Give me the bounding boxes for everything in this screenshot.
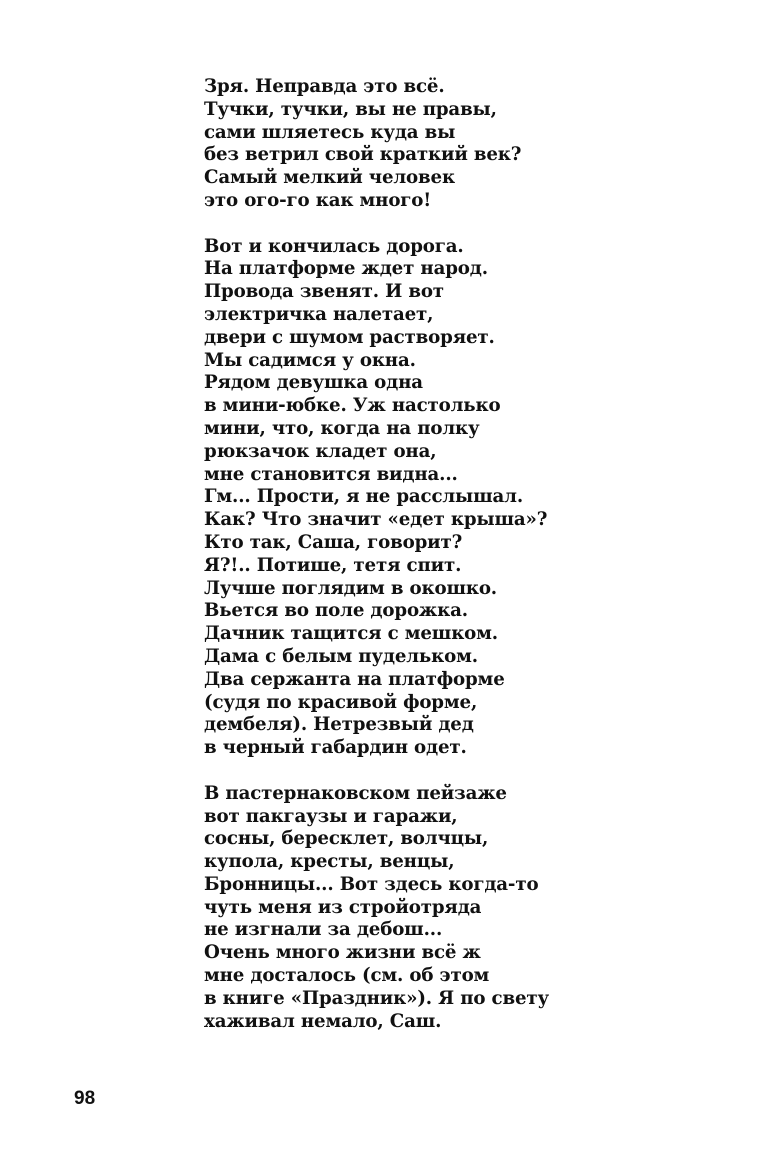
poem-line: Я?!.. Потише, тетя спит. — [204, 554, 462, 576]
poem-line: Тучки, тучки, вы не правы, — [204, 98, 497, 120]
poem-line: Бронницы... Вот здесь когда-то — [204, 873, 539, 895]
poem-line: Дачник тащится с мешком. — [204, 623, 498, 645]
poem-line: Очень много жизни всё ж — [204, 942, 481, 964]
poem-line: не изгнали за дебош... — [204, 919, 443, 941]
poem-line: Самый мелкий человек — [204, 167, 455, 189]
poem-line: сами шляетесь куда вы — [204, 121, 456, 143]
poem-line: мини, что, когда на полку — [204, 417, 480, 439]
poem-line: Лучше поглядим в окошко. — [204, 577, 497, 599]
stanza — [204, 76, 744, 213]
poem-line: чуть меня из стройотряда — [204, 896, 482, 918]
page-number: 98 — [74, 1088, 96, 1109]
poem-line: Мы садимся у окна. — [204, 349, 416, 371]
poem-line: мне становится видна... — [204, 463, 458, 485]
poem-line: без ветрил свой краткий век? — [204, 144, 522, 166]
stanza — [204, 783, 744, 1034]
poem-line: купола, кресты, венцы, — [204, 851, 455, 873]
poem-line: сосны, бересклет, волчцы, — [204, 828, 489, 850]
poem-line: дембеля). Нетрезвый дед — [204, 714, 474, 736]
poem-line: Вьется во поле дорожка. — [204, 600, 468, 622]
poem-line: (судя по красивой форме, — [204, 691, 478, 713]
poem-line: Рядом девушка одна — [204, 372, 423, 394]
poem-line: хаживал немало, Саш. — [204, 1010, 442, 1032]
poem-line: это ого-го как много! — [204, 189, 432, 211]
poem-line: На платформе ждет народ. — [204, 258, 488, 280]
poem-line: Как? Что значит «едет крыша»? — [204, 509, 548, 531]
poem-line: мне досталось (см. об этом — [204, 965, 490, 987]
poem-text — [204, 76, 744, 1033]
poem-line: в мини-юбке. Уж настолько — [204, 395, 501, 417]
poem-line: Дама с белым пудельком. — [204, 645, 478, 667]
poem-line: двери с шумом растворяет. — [204, 326, 495, 348]
poem-line: электричка налетает, — [204, 303, 434, 325]
poem-line: Кто так, Саша, говорит? — [204, 531, 463, 553]
stanza — [204, 236, 744, 760]
poem-line: В пастернаковском пейзаже — [204, 782, 507, 804]
poem-line: Зря. Неправда это всё. — [204, 76, 445, 97]
poem-line: Два сержанта на платформе — [204, 668, 505, 690]
poem-line: Вот и кончилась дорога. — [204, 235, 464, 257]
poem-line: рюкзачок кладет она, — [204, 440, 437, 462]
poem-line: Гм... Прости, я не расслышал. — [204, 486, 524, 508]
poem-line: Провода звенят. И вот — [204, 281, 444, 303]
poem-line: в черный габардин одет. — [204, 737, 467, 759]
poem-line: в книге «Праздник»). Я по свету — [204, 987, 549, 1009]
poem-line: вот пакгаузы и гаражи, — [204, 805, 458, 827]
